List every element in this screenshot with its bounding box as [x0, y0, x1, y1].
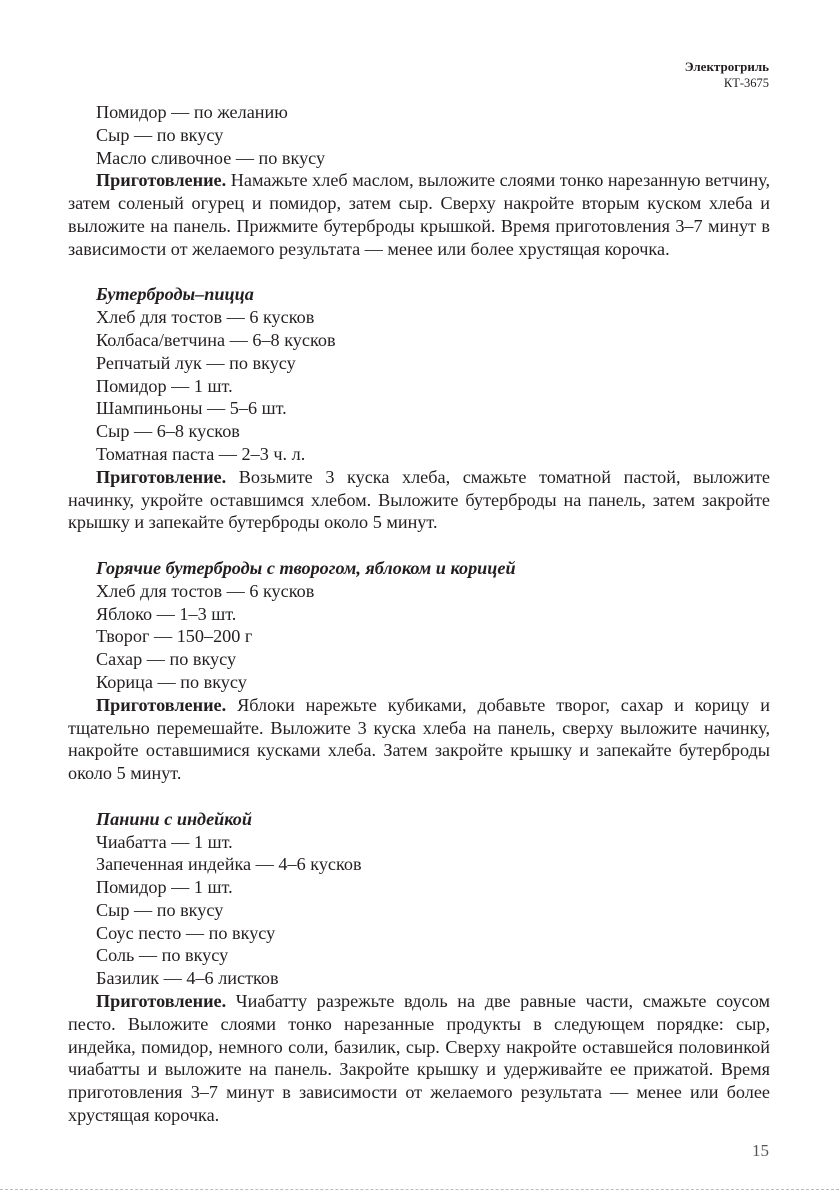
ingredient-line: Соус песто — по вкусу [96, 922, 276, 943]
preparation-text: Намажьте хлеб маслом, выложите слоями тонко нарезанную ветчину, затем соленый огурец и помидор, затем сыр. Сверху накройте вторым куском хлеба и выложите на панель. Прижмите бутерброды крышкой. Время приготовления 3–7 минут в зависимости от желаемого результата — менее или более хрустящая корочка. [68, 170, 770, 259]
recipe-title: Бутерброды–пицца [96, 284, 254, 305]
recipe-title: Горячие бутерброды с творогом, яблоком и корицей [96, 557, 516, 578]
ingredient-line: Помидор — 1 шт. [96, 375, 233, 396]
page-content [68, 101, 770, 1127]
ingredient-line: Соль — по вкусу [96, 945, 229, 966]
ingredient-line: Хлеб для тостов — 6 кусков [96, 307, 315, 328]
ingredient-line: Масло сливочное — по вкусу [96, 147, 326, 168]
page-header [685, 58, 769, 92]
header-model: КТ-3675 [723, 76, 769, 90]
recipe-title: Панини с индейкой [96, 808, 252, 829]
ingredient-line: Яблоко — 1–3 шт. [96, 603, 237, 624]
ingredient-line: Чиабатта — 1 шт. [96, 831, 233, 852]
ingredient-line: Базилик — 4–6 листков [96, 968, 279, 989]
page-number: 15 [752, 1141, 769, 1160]
header-brand: Электрогриль [684, 59, 769, 74]
ingredient-line: Сахар — по вкусу [96, 649, 237, 670]
ingredient-line: Творог — 150–200 г [96, 626, 253, 647]
preparation-text: Возьмите 3 куска хлеба, смажьте томатной пастой, выложите начинку, укройте оставшимся хлебом. Выложите бутерброды на панель, затем закройте крышку и запекайте бутерброды около 5 минут. [68, 466, 770, 533]
preparation-text: Яблоки нарежьте кубиками, добавьте творог, сахар и корицу и тщательно перемешайте. Выложите 3 куска хлеба на панель, сверху выложите начинку, накройте оставшимися кусками хлеба. Затем закройте крышку и запекайте бутерброды около 5 минут. [68, 694, 770, 784]
preparation-label: Приготовление. [96, 466, 227, 487]
ingredient-line: Помидор — по желанию [96, 102, 288, 122]
preparation-paragraph [68, 694, 770, 785]
preparation-text: Чиабатту разрежьте вдоль на две равные части, смажьте соусом песто. Выложите слоями тонко нарезанные продукты в следующем порядке: сыр, индейка, помидор, немного соли, базилик, сыр. Сверху накройте оставшейся половинкой чиабатты и выложите на панель. Закройте крышку и удерживайте ее прижатой. Время приготовления 3–7 минут в зависимости от желаемого результата — менее или более хрустящая корочка. [68, 991, 770, 1126]
preparation-label: Приготовление. [96, 694, 227, 715]
preparation-paragraph [68, 990, 770, 1127]
preparation-label: Приготовление. [96, 991, 227, 1012]
ingredient-line: Сыр — 6–8 кусков [96, 421, 240, 442]
ingredient-line: Запеченная индейка — 4–6 кусков [96, 854, 362, 875]
preparation-paragraph [68, 169, 770, 260]
preparation-paragraph [68, 466, 770, 534]
ingredient-line: Хлеб для тостов — 6 кусков [96, 580, 315, 601]
ingredient-line: Корица — по вкусу [96, 671, 247, 692]
ingredient-line: Шампиньоны — 5–6 шт. [96, 398, 287, 419]
ingredient-line: Помидор — 1 шт. [96, 877, 233, 898]
ingredient-line: Томатная паста — 2–3 ч. л. [96, 443, 306, 464]
ingredient-line: Колбаса/ветчина — 6–8 кусков [96, 329, 336, 350]
ingredient-line: Сыр — по вкусу [96, 899, 224, 920]
preparation-label: Приготовление. [96, 170, 227, 191]
ingredient-line: Репчатый лук — по вкусу [96, 352, 296, 373]
ingredient-line: Сыр — по вкусу [96, 124, 224, 145]
page-bottom-rule [0, 1189, 839, 1190]
